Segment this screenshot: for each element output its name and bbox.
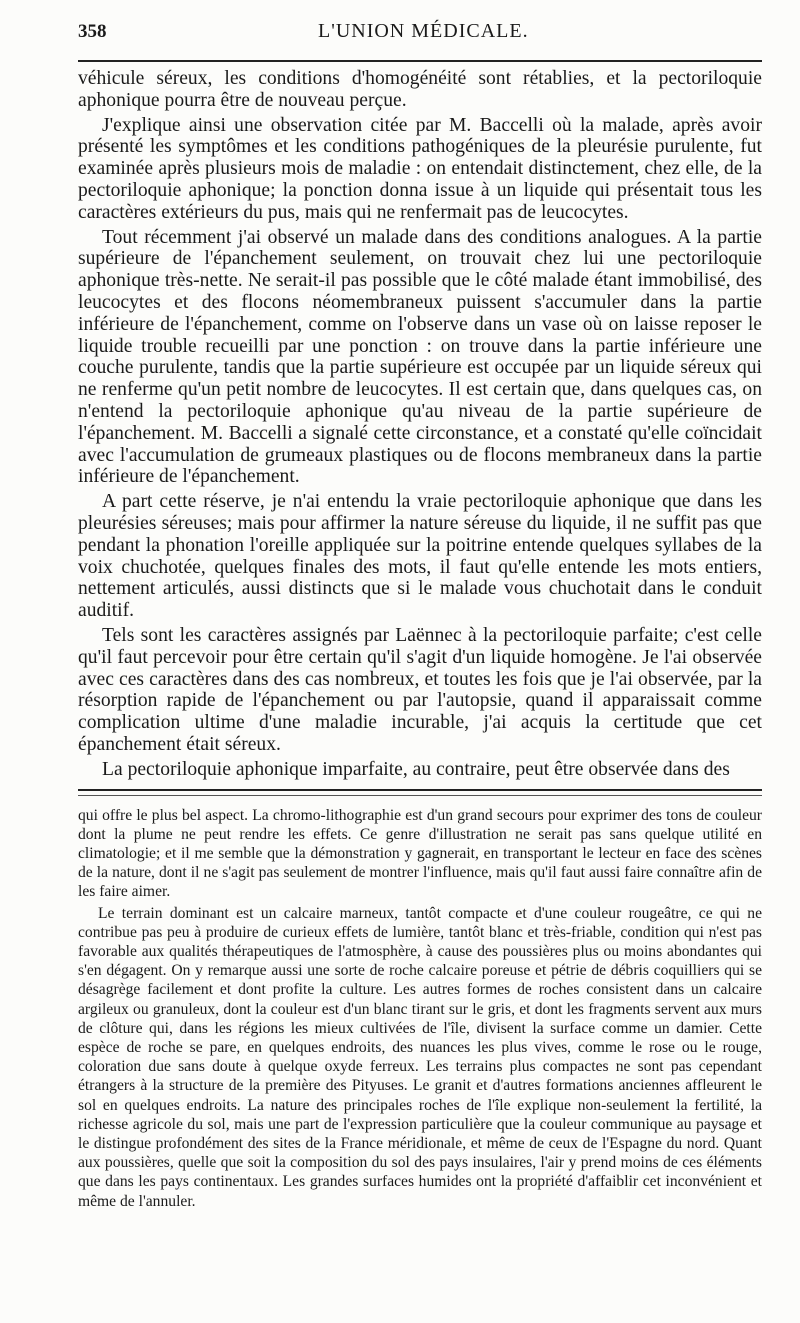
footnote-paragraph: qui offre le plus bel aspect. La chromo-lithographie est d'un grand secours pour exprimer des tons de couleur dont la plume ne peut rendre les effets. Ce genre d'illustration ne serait pas sans quelque utilité en climatologie; et il me semble que la démonstration y gagnerait, en transportant le lecteur en face des scènes de la nature, dont il ne s'agit pas seulement de montrer l'influence, mais qu'il faut aussi faire connaître afin de les faire aimer. [78,806,762,901]
main-paragraph: J'explique ainsi une observation citée par M. Baccelli où la malade, après avoir présenté les symptômes et les conditions pathogéniques de la pleurésie purulente, fut examinée après plusieurs mois de maladie : on entendait distinctement, chez elle, de la pectoriloquie aphonique; la ponction donna issue à un liquide qui présentait tous les caractères extérieurs du pus, mais qui ne renfermait pas de leucocytes. [78,114,762,223]
footnote-rule-thin [78,795,762,796]
page-header [78,20,762,50]
main-paragraph: La pectoriloquie aphonique imparfaite, au contraire, peut être observée dans des [102,758,730,780]
main-text [78,68,762,781]
footnote-section [78,806,762,1211]
page-number: 358 [78,21,107,42]
main-paragraph: Tout récemment j'ai observé un malade dans des conditions analogues. A la partie supérieure de l'épanchement seulement, on trouvait chez lui une pectoriloquie aphonique très-nette. Ne serait-il pas possible que le côté malade étant immobilisé, des leucocytes et des flocons néomembraneux puissent s'accumuler dans la partie inférieure de l'épanchement, comme on l'observe dans un vase où on laisse reposer le liquide trouble recueilli par une ponction : on trouve dans la partie inférieure une couche purulente, tandis que la partie supérieure est occupée par un liquide séreux qui ne renferme qu'un petit nombre de leucocytes. Il est certain que, dans quelques cas, on n'entend la pectoriloquie aphonique qu'au niveau de la partie supérieure de l'épanchement. M. Baccelli a signalé cette circonstance, et a constaté qu'elle coïncidait avec l'accumulation de grumeaux plastiques ou de flocons membraneux dans la partie inférieure de l'épanchement. [78,226,762,488]
main-paragraph: véhicule séreux, les conditions d'homogénéité sont rétablies, et la pectoriloquie aphonique pourra être de nouveau perçue. [78,68,762,111]
main-paragraph: A part cette réserve, je n'ai entendu la vraie pectoriloquie aphonique que dans les pleurésies séreuses; mais pour affirmer la nature séreuse du liquide, il ne suffit pas que pendant la phonation l'oreille appliquée sur la poitrine entende quelques syllabes de la voix chuchotée, quelques finales des mots, il faut qu'elle entende les mots entiers, nettement articulés, aussi distincts que si le malade vous chuchotait dans le conduit auditif. [78,491,762,622]
footnote-paragraph: Le terrain dominant est un calcaire marneux, tantôt compacte et d'une couleur rougeâtre, ce qui ne contribue pas peu à produire de curieux effets de lumière, tantôt blanc et très-friable, condition qui n'est pas favorable aux qualités thérapeutiques de l'atmosphère, à cause des poussières plus ou moins abondantes qui s'en dégagent. On y remarque aussi une sorte de roche calcaire poreuse et pétrie de débris coquilliers qui se désagrège facilement et dont profite la culture. Les autres formes de roches consistent dans un calcaire argileux ou granuleux, dont la couleur est d'un blanc tirant sur le gris, et dont les fragments servent aux murs de clôture qui, dans les régions les mieux cultivées de l'île, divisent la surface comme un damier. Cette espèce de roche se pare, en quelques endroits, des nuances les plus vives, comme le rose ou le rouge, coloration due sans doute à quelque oxyde ferreux. Les terrains plus compactes ne sont pas cependant étrangers à la structure de la première des Pityuses. Le granit et d'autres formations anciennes affleurent le sol en quelques endroits. La nature des principales roches de l'île explique non-seulement la fertilité, la richesse agricole du sol, mais une part de l'expression particulière que la couleur communique au paysage et le distingue profondément des sites de la France méridionale, et même de ceux de l'Espagne du nord. Quant aux poussières, quelle que soit la composition du sol des pays insulaires, l'air y prend moins de ces éléments que dans les pays continentaux. Les grandes surfaces humides ont la propriété d'affaiblir cet inconvénient et même de l'annuler. [78,904,762,1210]
footnote-rule [78,789,762,791]
main-paragraph: Tels sont les caractères assignés par Laënnec à la pectoriloquie parfaite; c'est celle qu'il faut percevoir pour être certain qu'il s'agit d'un liquide homogène. Je l'ai observée avec ces caractères dans des cas nombreux, et toutes les fois que je l'ai observée, par la résorption rapide de l'épanchement ou par l'autopsie, quand il apparaissait comme complication ultime d'une maladie incurable, j'ai acquis la certitude que cet épanchement était séreux. [78,624,762,755]
header-rule [78,60,762,62]
running-title: L'UNION MÉDICALE. [318,20,529,42]
